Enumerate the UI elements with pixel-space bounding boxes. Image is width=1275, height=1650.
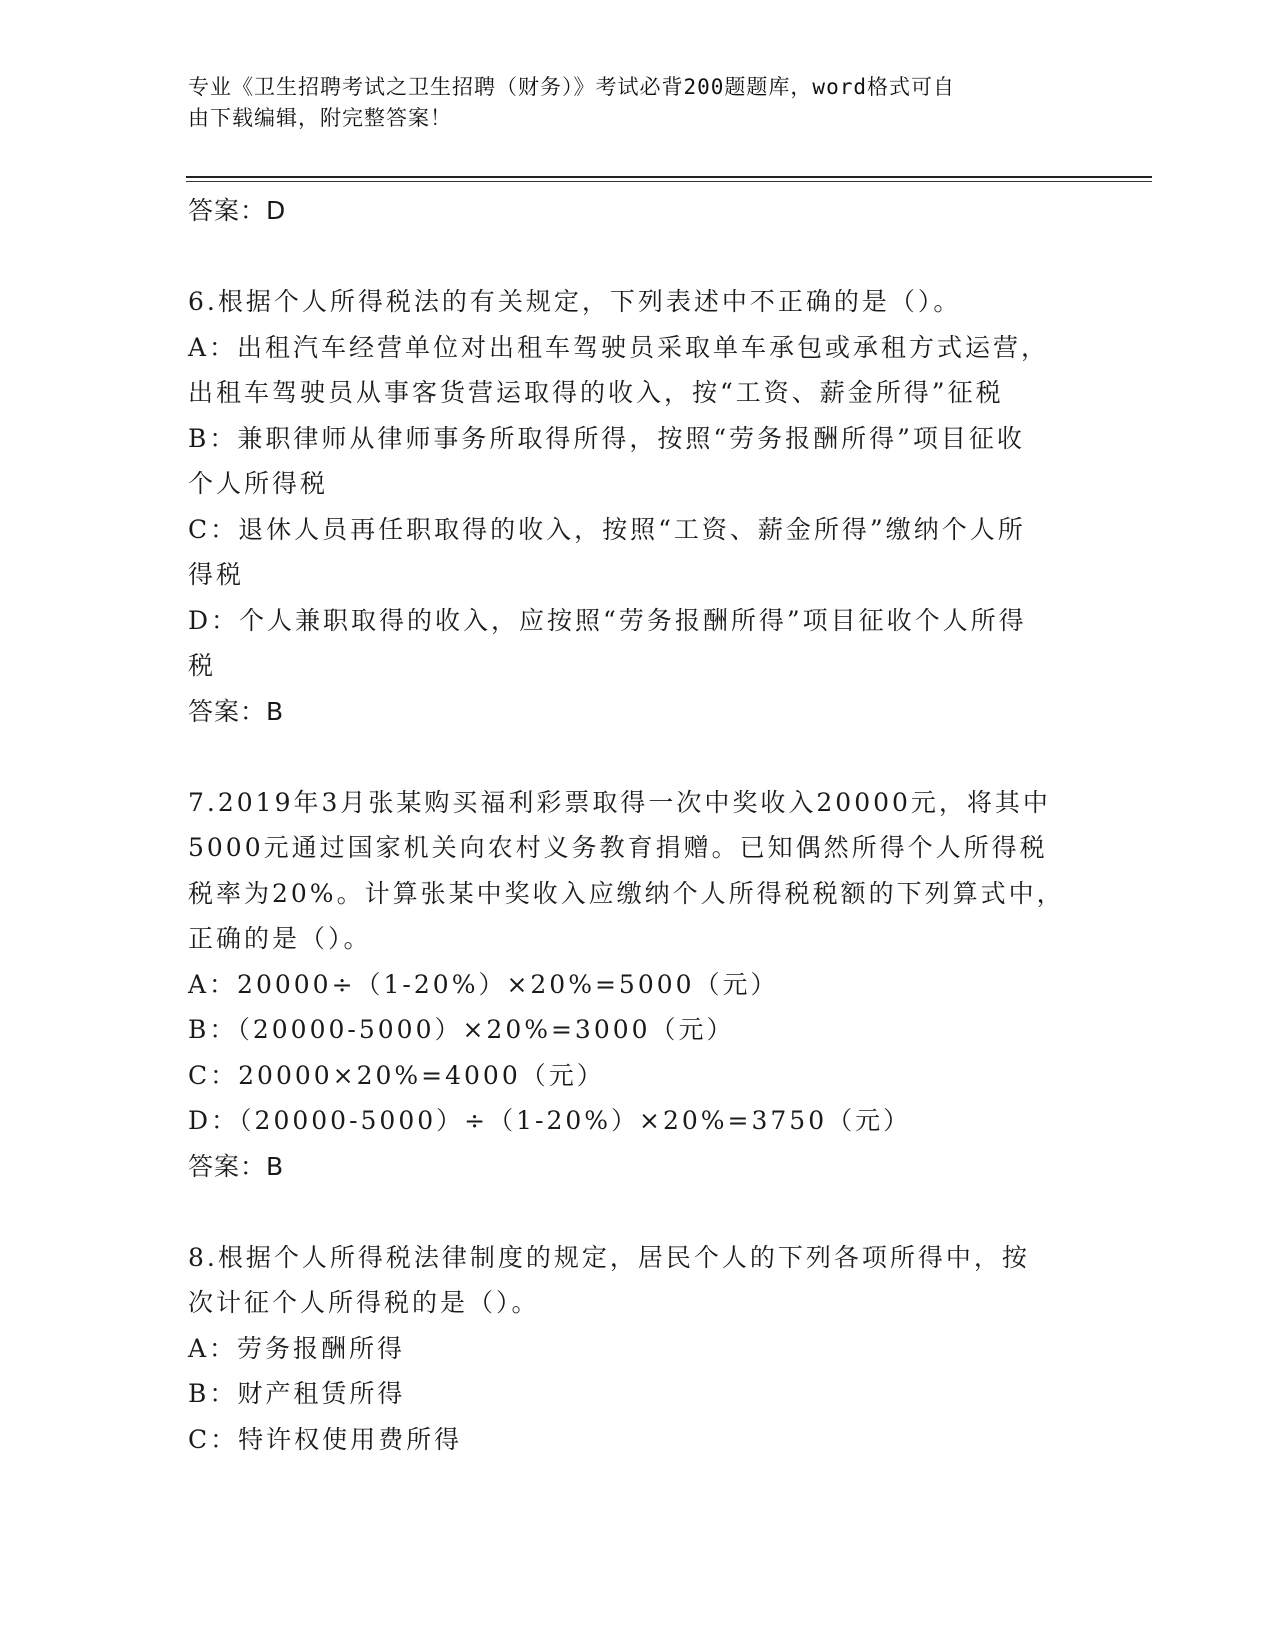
question-7-stem-line-1: 7.2019年3月张某购买福利彩票取得一次中奖收入20000元，将其中: [188, 787, 1051, 817]
answer-5: 答案：D: [188, 196, 287, 225]
header-rule-thick: [186, 176, 1152, 178]
question-6-option-d-line-1: D：个人兼职取得的收入，应按照“劳务报酬所得”项目征收个人所得: [188, 605, 1027, 635]
question-6-option-c-line-2: 得税: [188, 560, 245, 589]
question-7-option-d: D：（20000-5000）÷（1-20%）×20%=3750（元）: [188, 1106, 912, 1135]
question-6-option-b-line-1: B：兼职律师从律师事务所取得所得，按照“劳务报酬所得”项目征收: [188, 423, 1025, 453]
document-body: [188, 188, 1068, 1462]
question-6-option-a-line-1: A：出租汽车经营单位对出租车驾驶员采取单车承包或承租方式运营，: [188, 332, 1050, 362]
question-8-option-b: B：财产租赁所得: [188, 1379, 406, 1408]
spacer: [188, 734, 1068, 780]
question-7-stem-line-4: 正确的是（）。: [188, 924, 372, 953]
spacer: [188, 234, 1068, 280]
answer-7: 答案：B: [188, 1151, 285, 1181]
question-6-option-b-line-2: 个人所得税: [188, 469, 329, 498]
question-8: [188, 1235, 1068, 1463]
header-line-1: 专业《卫生招聘考试之卫生招聘（财务）》考试必背200题题库，word格式可自: [188, 75, 955, 99]
question-6-option-d-line-2: 税: [188, 651, 217, 680]
question-7: [188, 780, 1068, 1190]
question-8-option-c: C：特许权使用费所得: [188, 1424, 463, 1454]
question-6: [188, 279, 1068, 734]
question-7-option-c: C：20000×20%=4000（元）: [188, 1060, 605, 1090]
answer-6: 答案：B: [188, 696, 285, 726]
question-7-stem-line-3: 税率为20%。计算张某中奖收入应缴纳个人所得税税额的下列算式中，: [188, 878, 1065, 908]
page-header: [188, 72, 1068, 134]
question-7-option-a: A：20000÷（1-20%）×20%=5000（元）: [188, 969, 779, 999]
question-7-stem-line-2: 5000元通过国家机关向农村义务教育捐赠。已知偶然所得个人所得税: [188, 833, 1048, 862]
spacer: [188, 1189, 1068, 1235]
question-8-option-a: A：劳务报酬所得: [188, 1333, 406, 1363]
question-6-option-a-line-2: 出租车驾驶员从事客货营运取得的收入，按“工资、薪金所得”征税: [188, 378, 1004, 407]
question-8-stem-line-2: 次计征个人所得税的是（）。: [188, 1288, 540, 1317]
question-7-option-b: B：（20000-5000）×20%=3000（元）: [188, 1015, 735, 1044]
header-rule-thin: [186, 181, 1152, 182]
question-6-stem: 6.根据个人所得税法的有关规定，下列表述中不正确的是（）。: [188, 287, 962, 316]
header-line-2: 由下载编辑，附完整答案！: [188, 106, 452, 130]
question-8-stem-line-1: 8.根据个人所得税法律制度的规定，居民个人的下列各项所得中，按: [188, 1242, 1030, 1272]
question-6-option-c-line-1: C：退休人员再任职取得的收入，按照“工资、薪金所得”缴纳个人所: [188, 514, 1026, 544]
